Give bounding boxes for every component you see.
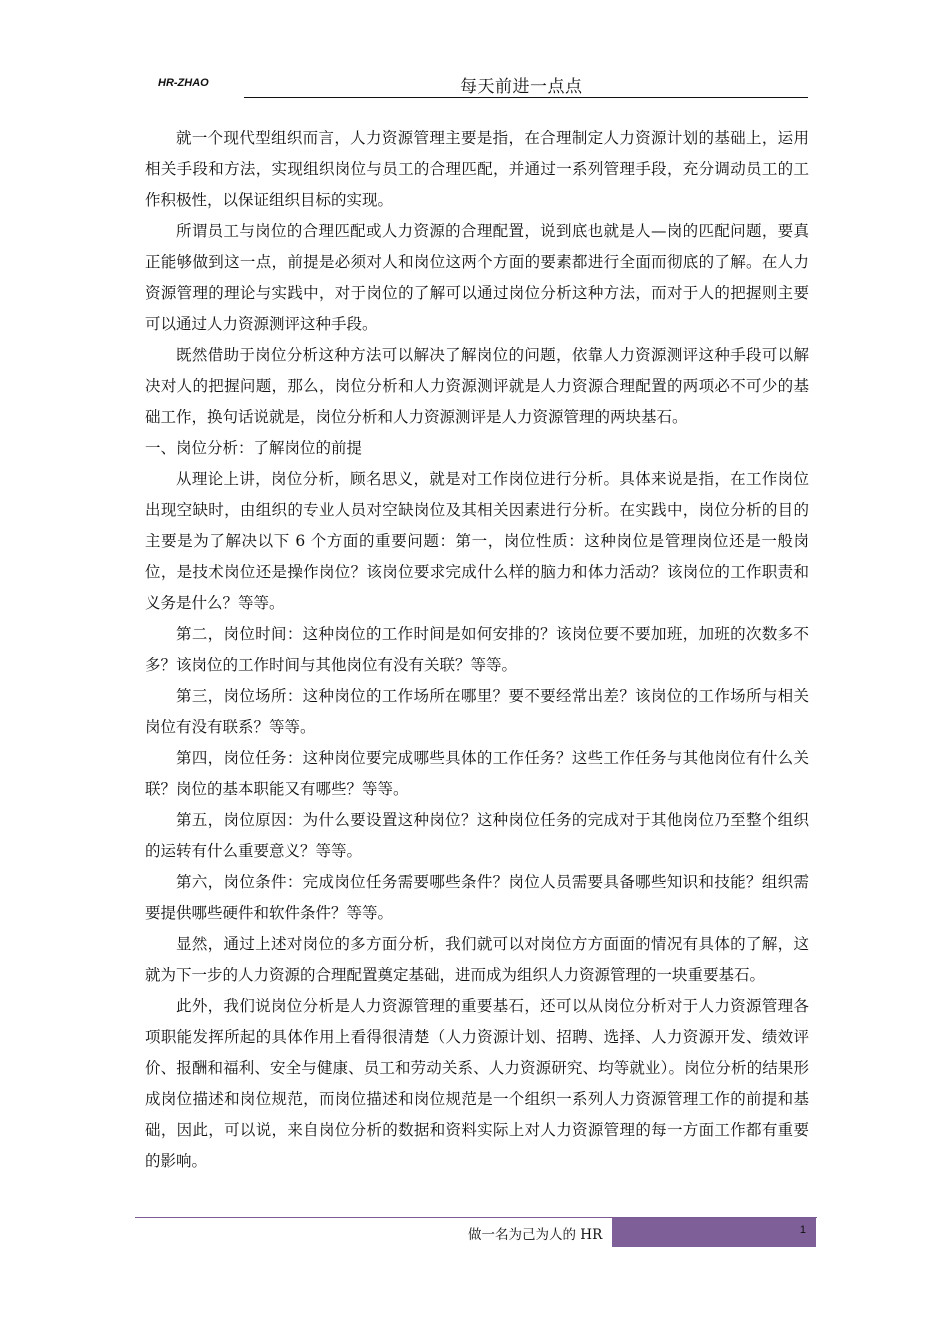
- paragraph-additional: 此外，我们说岗位分析是人力资源管理的重要基石，还可以从岗位分析对于人力资源管理各项职能发挥所起的具体作用上看得很清楚（人力资源计划、招聘、选择、人力资源开发、绩效评价、报酬和福利、安全与健康、员工和劳动关系、人力资源研究、均等就业）。岗位分析的结果形成岗位描述和岗位规范，而岗位描述和岗位规范是一个组织一系列人力资源管理工作的前提和基础，因此，可以说，来自岗位分析的数据和资料实际上对人力资源管理的每一方面工作都有重要的影响。: [145, 997, 809, 1170]
- paragraph-fourth: 第四，岗位任务：这种岗位要完成哪些具体的工作任务？这些工作任务与其他岗位有什么关联？岗位的基本职能又有哪些？等等。: [145, 749, 809, 798]
- header-motto: 每天前进一点点: [460, 77, 583, 97]
- paragraph-summary: 显然，通过上述对岗位的多方面分析，我们就可以对岗位方方面面的情况有具体的了解，这就为下一步的人力资源的合理配置奠定基础，进而成为组织人力资源管理的一块重要基石。: [145, 935, 809, 984]
- section-heading: 一、岗位分析：了解岗位的前提: [145, 439, 363, 457]
- header-divider: [244, 97, 808, 98]
- paragraph-third: 第三，岗位场所：这种岗位的工作场所在哪里？要不要经常出差？该岗位的工作场所与相关岗位有没有联系？等等。: [145, 687, 809, 736]
- paragraph-foundations: 既然借助于岗位分析这种方法可以解决了解岗位的问题，依靠人力资源测评这种手段可以解决对人的把握问题，那么，岗位分析和人力资源测评就是人力资源合理配置的两项必不可少的基础工作，换句话说就是，岗位分析和人力资源测评是人力资源管理的两块基石。: [145, 346, 809, 426]
- paragraph-matching: 所谓员工与岗位的合理匹配或人力资源的合理配置，说到底也就是人—岗的匹配问题，要真正能够做到这一点，前提是必须对人和岗位这两个方面的要素都进行全面而彻底的了解。在人力资源管理的理论与实践中，对于岗位的了解可以通过岗位分析这种方法，而对于人的把握则主要可以通过人力资源测评这种手段。: [145, 222, 809, 333]
- paragraph-second: 第二，岗位时间：这种岗位的工作时间是如何安排的？该岗位要不要加班，加班的次数多不多？该岗位的工作时间与其他岗位有没有关联？等等。: [145, 625, 809, 674]
- page-number: 1: [799, 1224, 806, 1236]
- document-body: [145, 123, 809, 1177]
- footer-page-bar: [612, 1218, 816, 1247]
- header-author: HR-ZHAO: [158, 77, 209, 89]
- footer-slogan: 做一名为己为人的 HR: [468, 1227, 603, 1243]
- paragraph-job-analysis: 从理论上讲，岗位分析，顾名思义，就是对工作岗位进行分析。具体来说是指，在工作岗位出现空缺时，由组织的专业人员对空缺岗位及其相关因素进行分析。在实践中，岗位分析的目的主要是为了解决以下 6 个方面的重要问题：第一，岗位性质：这种岗位是管理岗位还是一般岗位，是技术岗位还是操作岗位？该岗位要求完成什么样的脑力和体力活动？该岗位的工作职责和义务是什么？等等。: [145, 470, 809, 612]
- paragraph-intro: 就一个现代型组织而言，人力资源管理主要是指，在合理制定人力资源计划的基础上，运用相关手段和方法，实现组织岗位与员工的合理匹配，并通过一系列管理手段，充分调动员工的工作积极性，以保证组织目标的实现。: [145, 129, 809, 209]
- paragraph-fifth: 第五，岗位原因：为什么要设置这种岗位？这种岗位任务的完成对于其他岗位乃至整个组织的运转有什么重要意义？等等。: [145, 811, 809, 860]
- paragraph-sixth: 第六，岗位条件：完成岗位任务需要哪些条件？岗位人员需要具备哪些知识和技能？组织需要提供哪些硬件和软件条件？等等。: [145, 873, 809, 922]
